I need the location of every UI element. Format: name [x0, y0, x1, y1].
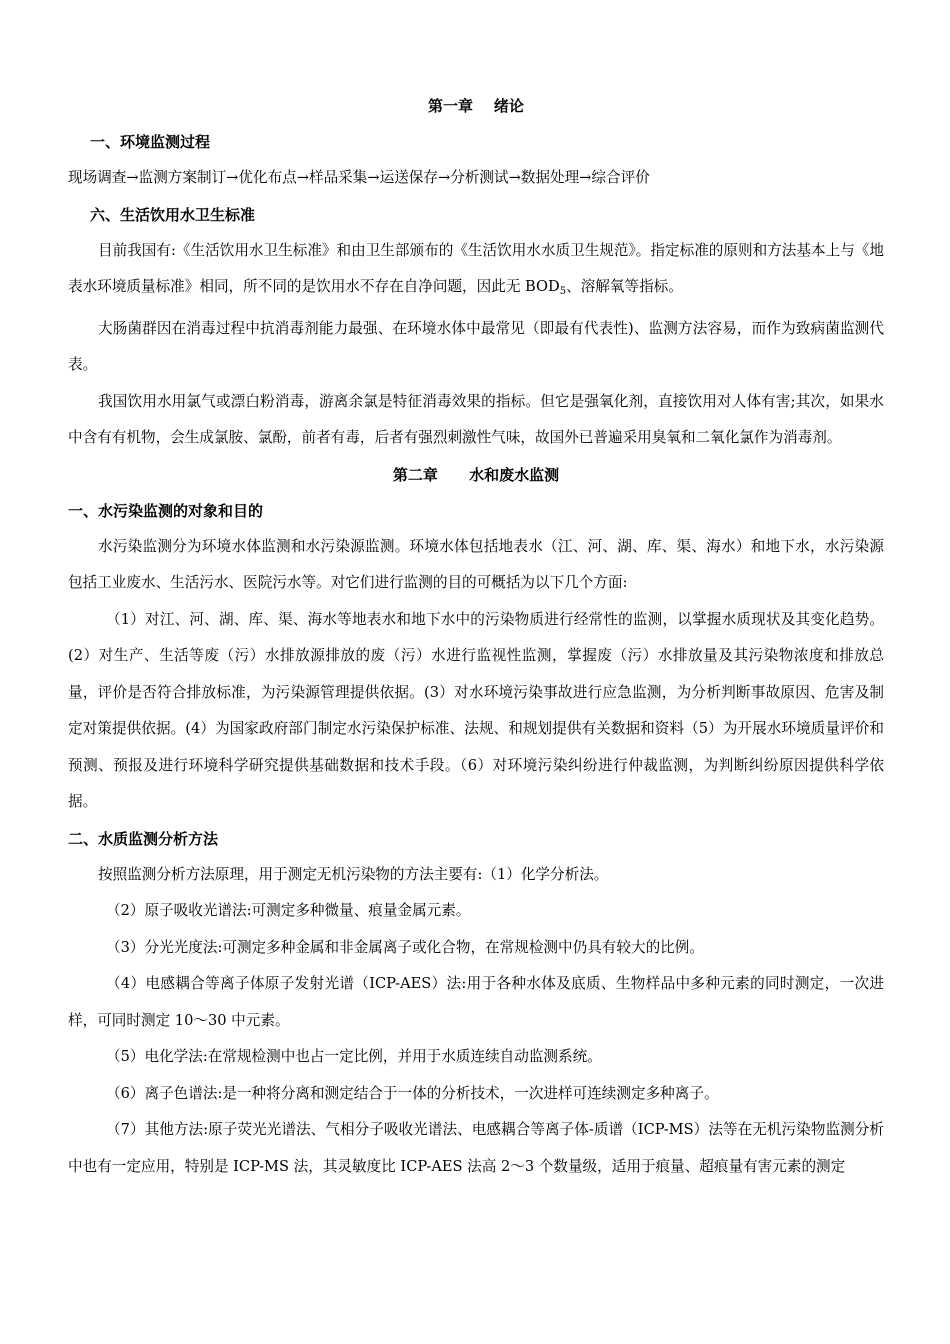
text-run: 、溶解氧等指标。 [566, 278, 683, 295]
paragraph-coliform: 大肠菌群因在消毒过程中抗消毒剂能力最强、在环境水体中最常见（即最有代表性)、监测方法容易，而作为致病菌监测代表。 [68, 319, 884, 373]
paragraph-disinfection: 我国饮用水用氯气或漂白粉消毒，游离余氯是特征消毒效果的指标。但它是强氧化剂，直接饮用对人体有害;其次，如果水中含有有机物，会生成氯胺、氯酚，前者有毒，后者有强烈刺激性气味，故国外已普遍采用臭氧和二氧化氯作为消毒剂。 [68, 392, 884, 446]
paragraph-monitoring-objects: 水污染监测分为环境水体监测和水污染源监测。环境水体包括地表水（江、河、湖、库、渠、海水）和地下水，水污染源包括工业废水、生活污水、医院污水等。对它们进行监测的目的可概括为以下几个方面: [68, 537, 884, 591]
chapter2-title: 第二章 水和废水监测 [392, 465, 560, 484]
section-heading-analysis-methods: 二、水质监测分析方法 [68, 829, 219, 848]
section-heading-monitoring-process: 一、环境监测过程 [90, 133, 211, 151]
method-atomic-absorption: （2）原子吸收光谱法:可测定多种微量、痕量金属元素。 [106, 902, 471, 919]
monitoring-process-flow: 现场调查→监测方案制订→优化布点→样品采集→运送保存→分析测试→数据处理→综合评价 [68, 169, 650, 186]
chapter1-title: 第一章 绪论 [428, 97, 524, 115]
subscript-5: 5 [559, 286, 567, 297]
method-ion-chromatography: （6）离子色谱法:是一种将分离和测定结合于一体的分析技术，一次进样可连续测定多种离子。 [106, 1084, 719, 1102]
paragraph-drinking-water-standard [68, 233, 884, 311]
text-run: 目前我国有:《生活饮用水卫生标准》和由卫生部颁布的《生活饮用水水质卫生规范》。指定标准的原则和方法基本上与《地表水环境质量标准》相同，所不同的是饮用水不存在自净问题，因此无 BOD [68, 241, 884, 295]
method-intro: 按照监测分析方法原理，用于测定无机污染物的方法主要有:（1）化学分析法。 [98, 865, 609, 883]
method-spectrophotometry: （3）分光光度法:可测定多种金属和非金属离子或化合物，在常规检测中仍具有较大的比例。 [106, 938, 704, 956]
method-other: （7）其他方法:原子荧光光谱法、气相分子吸收光谱法、电感耦合等离子体-质谱（ICP-MS）法等在无机污染物监测分析中也有一定应用，特别是 ICP-MS 法，其灵敏度比 ICP-AES 法高 2～3 个数量级，适用于痕量、超痕量有害元素的测定 [68, 1121, 884, 1175]
section-heading-water-pollution-monitoring: 一、水污染监测的对象和目的 [68, 501, 264, 520]
document-page [68, 88, 884, 1185]
section-heading-drinking-water-standard: 六、生活饮用水卫生标准 [90, 205, 256, 224]
method-icp-aes: （4）电感耦合等离子体原子发射光谱（ICP-AES）法:用于各种水体及底质、生物样品中多种元素的同时测定，一次进样，可同时测定 10～30 中元素。 [68, 975, 884, 1029]
paragraph-monitoring-purposes: （1）对江、河、湖、库、渠、海水等地表水和地下水中的污染物质进行经常性的监测，以掌握水质现状及其变化趋势。(2）对生产、生活等废（污）水排放源排放的废（污）水进行监视性监测，掌握废（污）水排放量及其污染物浓度和排放总量，评价是否符合排放标准，为污染源管理提供依据。(3）对水环境污染事故进行应急监测，为分析判断事故原因、危害及制定对策提供依据。(4）为国家政府部门制定水污染保护标准、法规、和规划提供有关数据和资料（5）为开展水环境质量评价和预测、预报及进行环境科学研究提供基础数据和技术手段。（6）对环境污染纠纷进行仲裁监测，为判断纠纷原因提供科学依据。 [68, 610, 884, 810]
method-electrochemistry: （5）电化学法:在常规检测中也占一定比例，并用于水质连续自动监测系统。 [106, 1048, 602, 1065]
